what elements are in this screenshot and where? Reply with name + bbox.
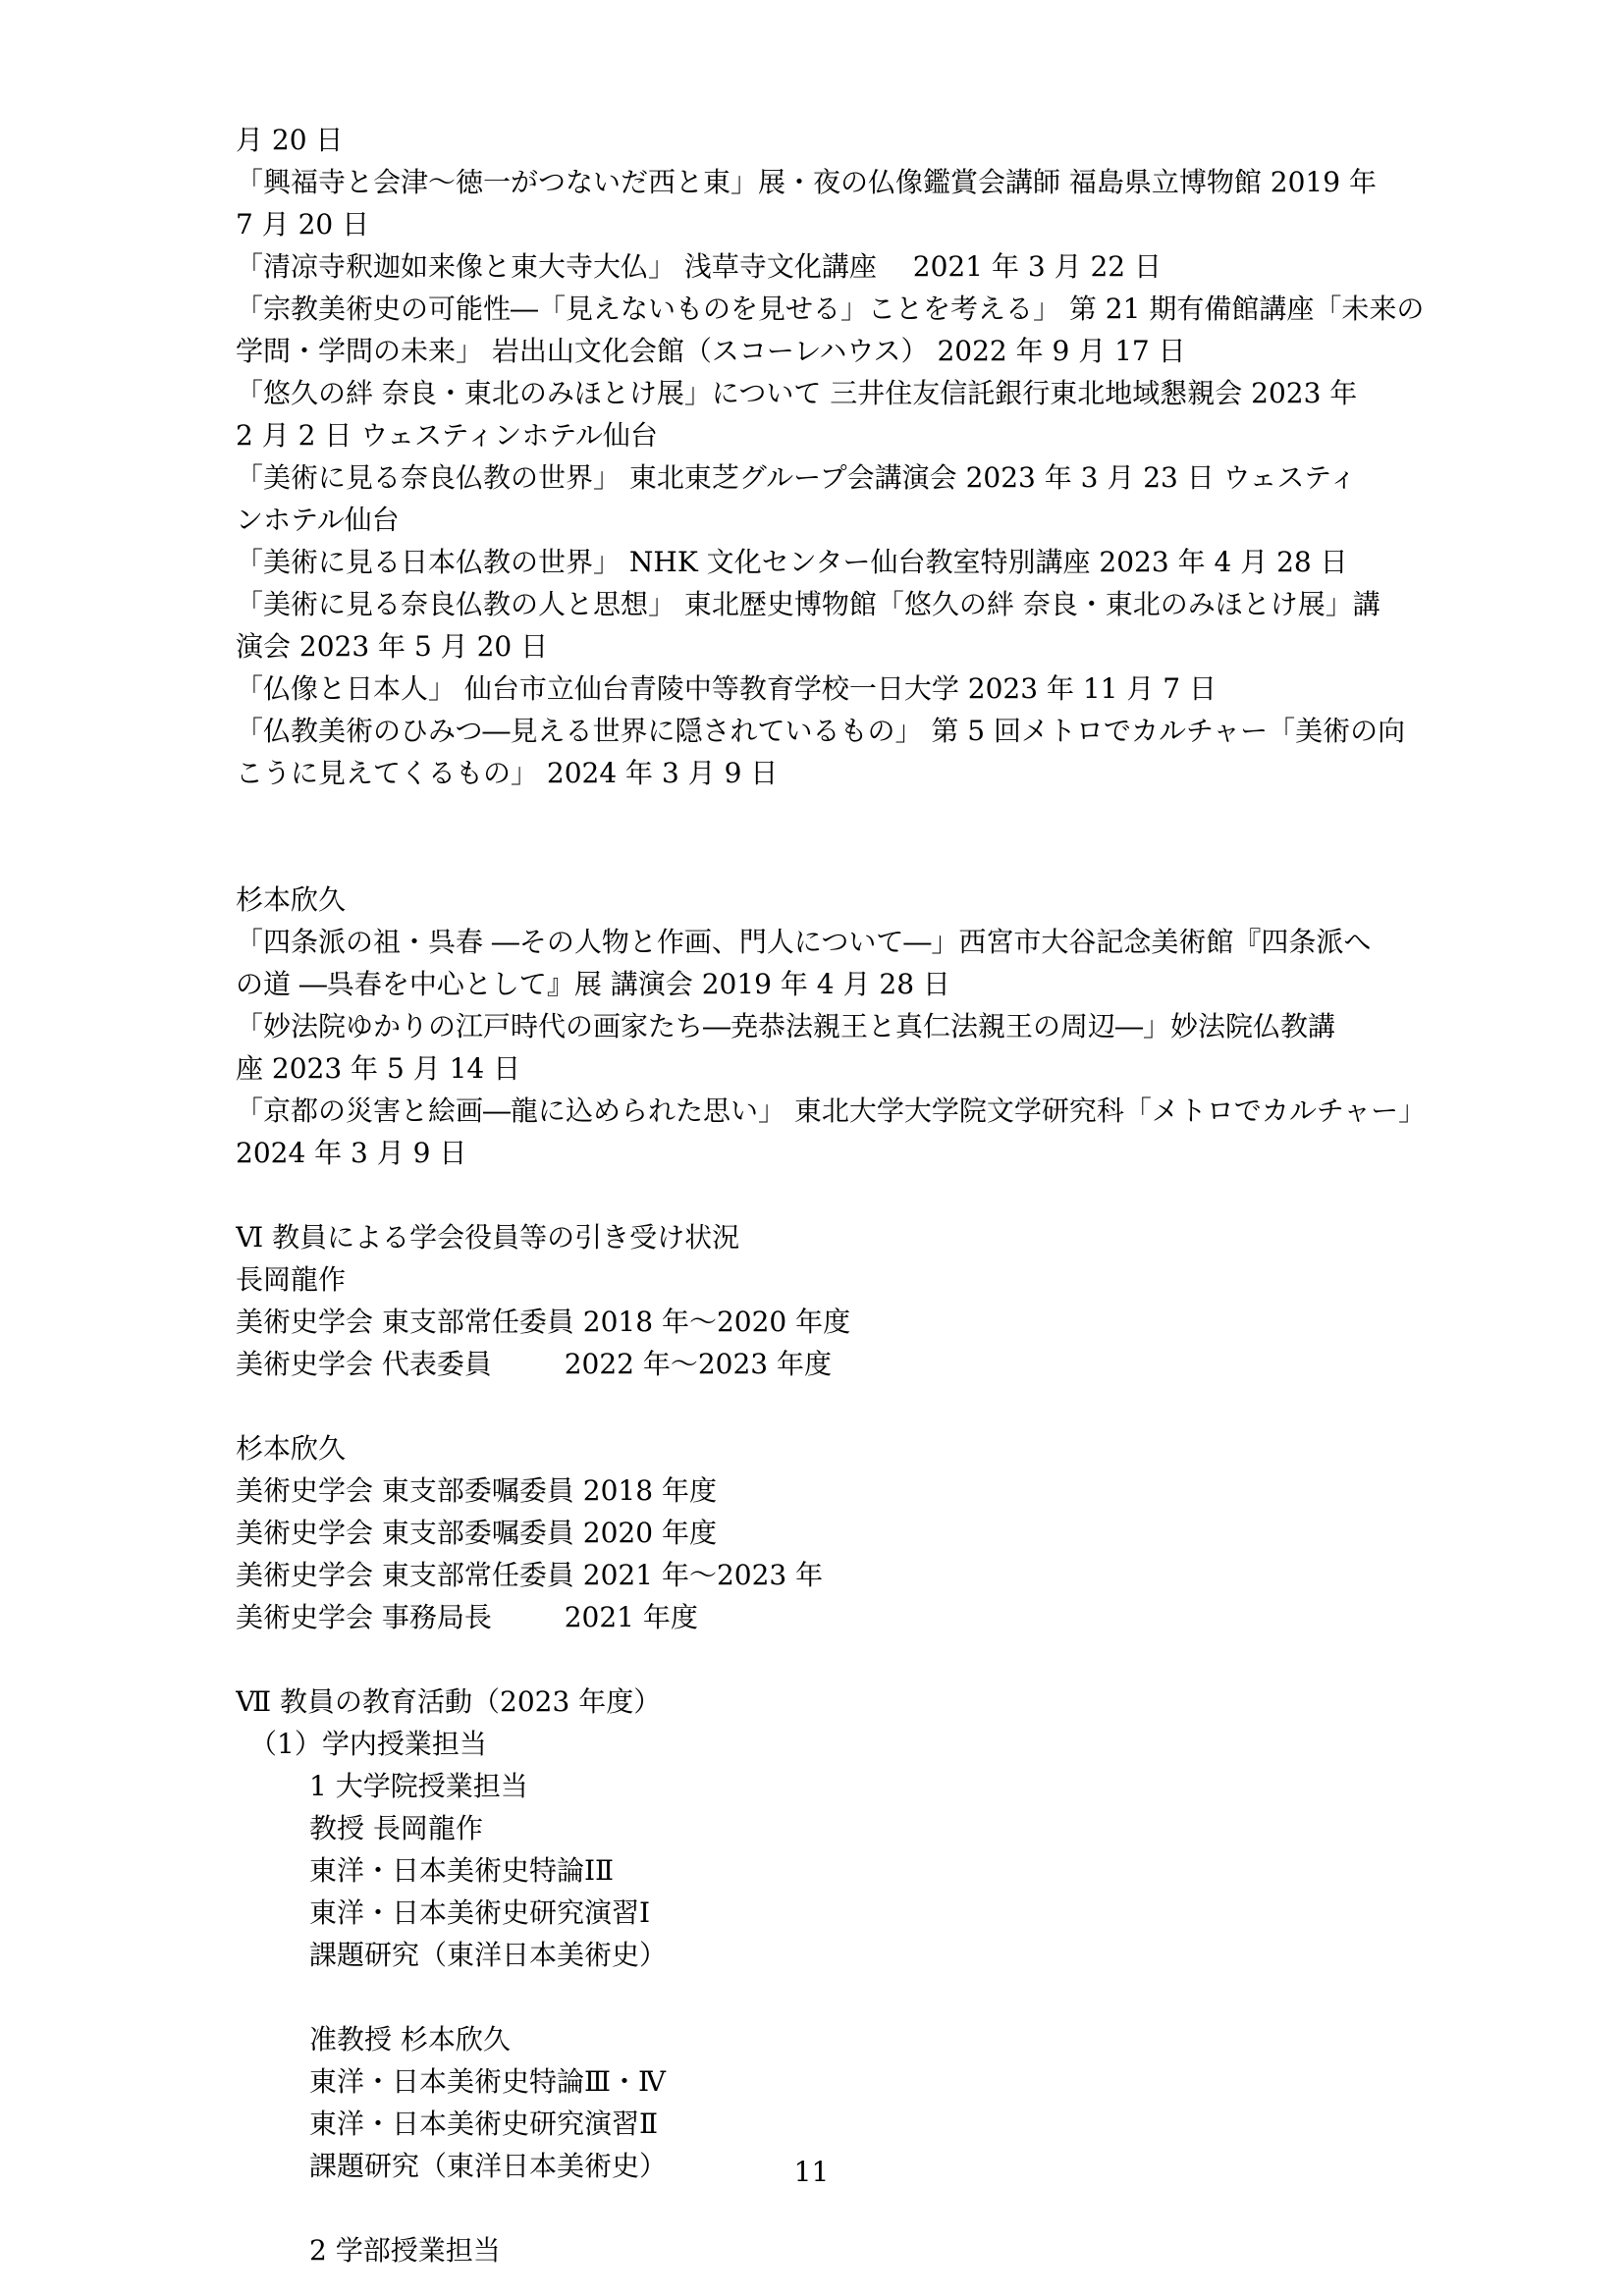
faculty-name: 杉本欣久 xyxy=(236,883,347,916)
course-line: 東洋・日本美術史特論ⅠⅡ xyxy=(309,1854,615,1887)
course-line: 課題研究（東洋日本美術史） xyxy=(309,2150,668,2182)
lecture-line: 2024 年 3 月 9 日 xyxy=(236,1137,467,1169)
role-line: 美術史学会 東支部常任委員 2021 年～2023 年 xyxy=(236,1559,824,1591)
lecture-line: 「美術に見る奈良仏教の世界」 東北東芝グループ会講演会 2023 年 3 月 23 日 ウェスティ xyxy=(236,461,1357,494)
lecture-line: 「宗教美術史の可能性―「見えないものを見せる」ことを考える」 第 21 期有備館講座「未来の xyxy=(236,293,1425,325)
faculty-name: 長岡龍作 xyxy=(236,1263,347,1296)
faculty-label: 准教授 杉本欣久 xyxy=(309,2023,511,2056)
lecture-line: 「美術に見る奈良仏教の人と思想」 東北歴史博物館「悠久の絆 奈良・東北のみほとけ展」講 xyxy=(236,588,1380,620)
spacer xyxy=(236,1385,1434,1427)
lecture-line: 「清凉寺釈迦如来像と東大寺大仏」 浅草寺文化講座 2021 年 3 月 22 日 xyxy=(236,250,1163,283)
subsection-heading: 2 学部授業担当 xyxy=(309,2234,501,2267)
lecture-line: ンホテル仙台 xyxy=(236,504,400,536)
lecture-line: 座 2023 年 5 月 14 日 xyxy=(236,1052,521,1085)
lecture-line: の道 ―呉春を中心として』展 講演会 2019 年 4 月 28 日 xyxy=(236,968,950,1000)
role-line: 美術史学会 東支部委嘱委員 2020 年度 xyxy=(236,1517,717,1549)
lecture-line: 「興福寺と会津～徳一がつないだ西と東」展・夜の仏像鑑賞会講師 福島県立博物館 2019 年 xyxy=(236,166,1377,198)
lecture-line: 「妙法院ゆかりの江戸時代の画家たち―尭恭法親王と真仁法親王の周辺―」妙法院仏教講 xyxy=(236,1010,1336,1042)
role-line: 美術史学会 東支部委嘱委員 2018 年度 xyxy=(236,1474,717,1507)
lecture-line: こうに見えてくるもの」 2024 年 3 月 9 日 xyxy=(236,757,779,789)
role-line: 美術史学会 代表委員 2022 年～2023 年度 xyxy=(236,1348,833,1380)
lecture-line: 演会 2023 年 5 月 20 日 xyxy=(236,630,549,663)
spacer xyxy=(236,794,1434,836)
subsection-heading: 1 大学院授業担当 xyxy=(309,1770,528,1802)
lecture-list-nagaoka xyxy=(236,119,1434,794)
lecture-line: 学問・学問の未来」 岩出山文化会館（スコーレハウス） 2022 年 9 月 17 日 xyxy=(236,335,1186,367)
role-line: 美術史学会 東支部常任委員 2018 年～2020 年度 xyxy=(236,1306,851,1338)
lecture-list-sugimoto xyxy=(236,879,1434,1174)
spacer xyxy=(236,1976,1434,2018)
spacer xyxy=(236,1174,1434,1216)
section-6 xyxy=(236,1216,1434,1638)
page-number: 11 xyxy=(793,2156,830,2188)
course-line: 東洋・日本美術史研究演習Ⅰ xyxy=(309,1896,651,1929)
spacer xyxy=(236,2187,1434,2229)
page-content xyxy=(236,119,1434,2271)
lecture-line: 「仏像と日本人」 仙台市立仙台青陵中等教育学校一日大学 2023 年 11 月 7 日 xyxy=(236,672,1217,705)
course-line: 東洋・日本美術史特論Ⅲ・Ⅳ xyxy=(309,2065,666,2098)
lecture-line: 月 20 日 xyxy=(236,124,344,156)
faculty-label: 教授 長岡龍作 xyxy=(309,1812,483,1844)
role-line: 美術史学会 事務局長 2021 年度 xyxy=(236,1601,698,1633)
course-line: 東洋・日本美術史研究演習Ⅱ xyxy=(309,2108,659,2140)
course-line: 課題研究（東洋日本美術史） xyxy=(309,1939,668,1971)
lecture-line: 「美術に見る日本仏教の世界」 NHK 文化センター仙台教室特別講座 2023 年 4 月 28 日 xyxy=(236,546,1348,578)
spacer xyxy=(236,836,1434,879)
section-heading: Ⅵ 教員による学会役員等の引き受け状況 xyxy=(236,1221,740,1254)
section-heading: Ⅶ 教員の教育活動（2023 年度） xyxy=(236,1685,662,1718)
lecture-line: 「京都の災害と絵画―龍に込められた思い」 東北大学大学院文学研究科「メトロでカルチャー」 xyxy=(236,1095,1427,1127)
lecture-line: 7 月 20 日 xyxy=(236,208,370,240)
spacer xyxy=(236,1638,1434,1681)
lecture-line: 「悠久の絆 奈良・東北のみほとけ展」について 三井住友信託銀行東北地域懇親会 2023 年 xyxy=(236,377,1358,409)
lecture-line: 「仏教美術のひみつ―見える世界に隠されているもの」 第 5 回メトロでカルチャー「美術の向 xyxy=(236,715,1406,747)
faculty-name: 杉本欣久 xyxy=(236,1432,347,1465)
subsection-heading: （1）学内授業担当 xyxy=(249,1728,487,1760)
lecture-line: 2 月 2 日 ウェスティンホテル仙台 xyxy=(236,419,658,452)
lecture-line: 「四条派の祖・呉春 ―その人物と作画、門人について―」西宮市大谷記念美術館『四条派へ xyxy=(236,926,1372,958)
